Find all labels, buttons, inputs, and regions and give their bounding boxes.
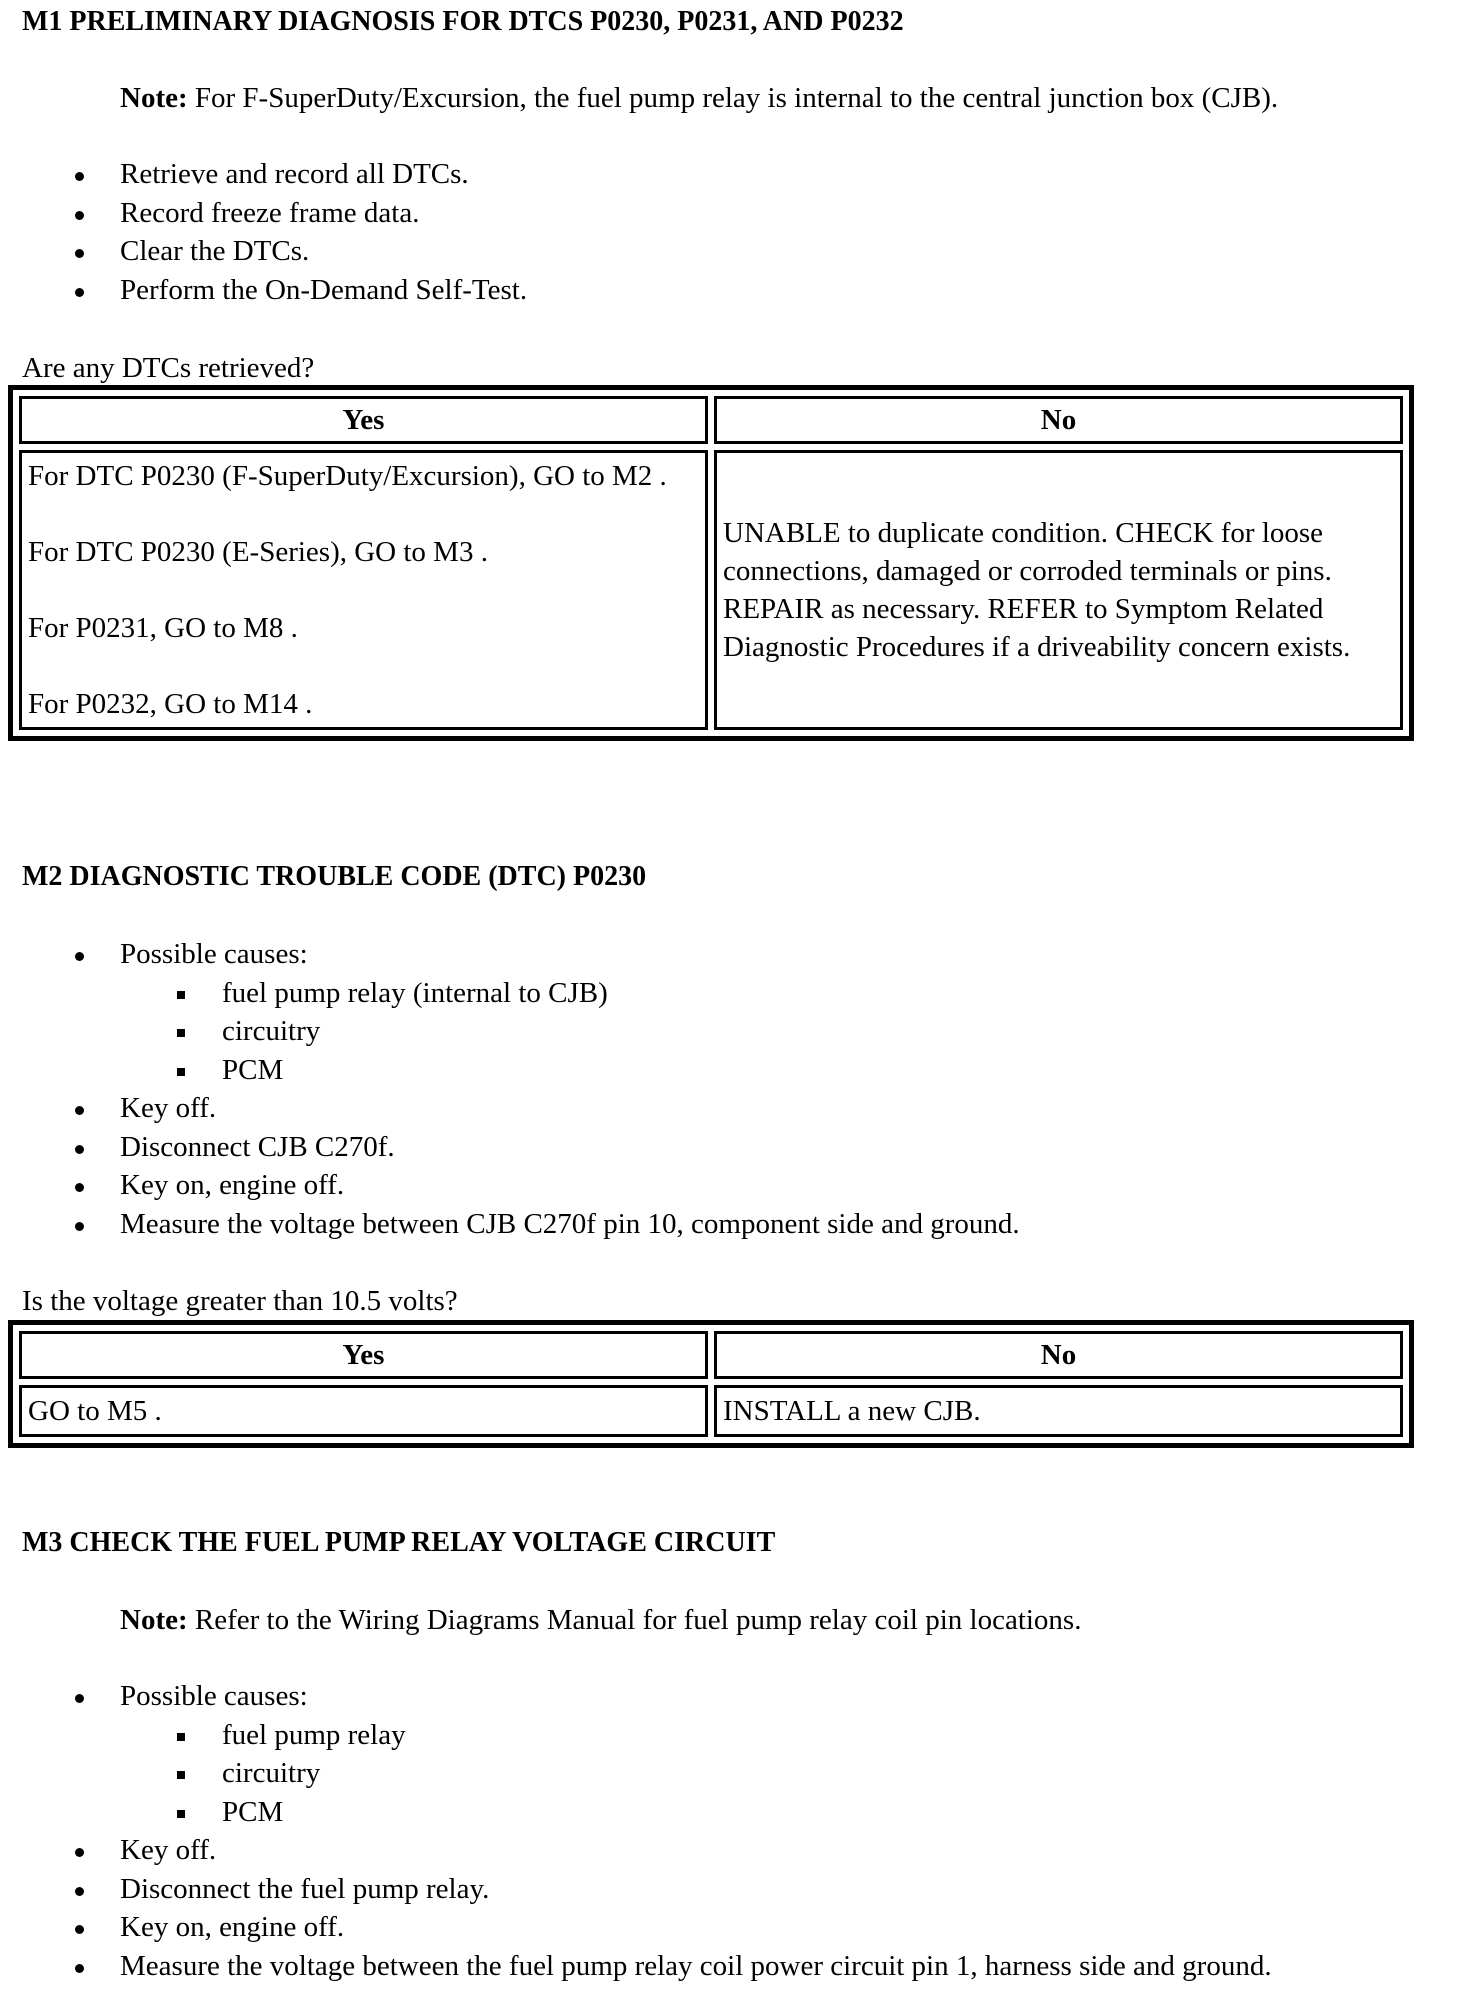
m3-sub-bullet-item: PCM	[0, 1793, 1272, 1832]
m1-yes-cell	[19, 450, 708, 730]
m3-heading: M3 CHECK THE FUEL PUMP RELAY VOLTAGE CIRCUIT	[22, 1527, 776, 1558]
m2-bullet-item: Key on, engine off.	[0, 1166, 1020, 1205]
m1-bullet-item: Record freeze frame data.	[0, 194, 527, 233]
m1-no-cell	[714, 450, 1403, 730]
m3-note	[120, 1602, 1081, 1638]
m1-yes-line: For DTC P0230 (E-Series), GO to M3 .	[28, 536, 488, 568]
m1-heading: M1 PRELIMINARY DIAGNOSIS FOR DTCS P0230, P0231, AND P0232	[22, 6, 904, 37]
m3-note-label: Note:	[120, 1604, 188, 1636]
m2-bullet-item: Measure the voltage between CJB C270f pin 10, component side and ground.	[0, 1205, 1020, 1244]
m1-yes-header: Yes	[19, 396, 708, 444]
m2-no-cell: INSTALL a new CJB.	[714, 1385, 1403, 1437]
m3-bullet-item: Key on, engine off.	[0, 1908, 1272, 1947]
m3-sub-bullet-item: circuitry	[0, 1754, 1272, 1793]
m1-no-header: No	[714, 396, 1403, 444]
m2-yes-cell: GO to M5 .	[19, 1385, 708, 1437]
m3-bullet-list	[0, 1677, 1272, 1985]
m2-bullet-item: Key off.	[0, 1089, 1020, 1128]
m1-yes-line: For P0232, GO to M14 .	[28, 688, 313, 720]
m2-bullet-list	[0, 935, 1020, 1243]
m1-bullet-item: Clear the DTCs.	[0, 232, 527, 271]
m2-no-header: No	[714, 1331, 1403, 1379]
m3-bullet-item: Measure the voltage between the fuel pump relay coil power circuit pin 1, harness side and ground.	[0, 1947, 1272, 1986]
m3-bullet-item: Disconnect the fuel pump relay.	[0, 1870, 1272, 1909]
m1-bullet-item: Retrieve and record all DTCs.	[0, 155, 527, 194]
m3-bullet-item: Possible causes:	[0, 1677, 1272, 1716]
m1-yes-line: For DTC P0230 (F-SuperDuty/Excursion), GO to M2 .	[28, 460, 667, 492]
m2-sub-bullet-item: fuel pump relay (internal to CJB)	[0, 974, 1020, 1013]
m3-sub-bullet-item: fuel pump relay	[0, 1716, 1272, 1755]
m1-no-text: UNABLE to duplicate condition. CHECK for loose connections, damaged or corroded terminals or pins. REPAIR as necessary. REFER to Symptom Related Diagnostic Procedures if a driveability concern exists.	[723, 517, 1351, 663]
m2-sub-bullet-item: PCM	[0, 1051, 1020, 1090]
m1-note-label: Note:	[120, 82, 188, 114]
m1-yes-no-table	[8, 385, 1414, 741]
m1-note-text: For F-SuperDuty/Excursion, the fuel pump relay is internal to the central junction box (CJB).	[187, 82, 1279, 114]
m1-note	[120, 80, 1278, 116]
m2-bullet-item: Disconnect CJB C270f.	[0, 1128, 1020, 1167]
m2-sub-bullet-item: circuitry	[0, 1012, 1020, 1051]
m3-note-text: Refer to the Wiring Diagrams Manual for fuel pump relay coil pin locations.	[187, 1604, 1082, 1636]
m1-question: Are any DTCs retrieved?	[22, 352, 315, 384]
m2-heading: M2 DIAGNOSTIC TROUBLE CODE (DTC) P0230	[22, 861, 647, 892]
m1-yes-line: For P0231, GO to M8 .	[28, 612, 298, 644]
m2-question: Is the voltage greater than 10.5 volts?	[22, 1285, 458, 1317]
m1-bullet-item: Perform the On-Demand Self-Test.	[0, 271, 527, 310]
m2-yes-header: Yes	[19, 1331, 708, 1379]
m3-bullet-item: Key off.	[0, 1831, 1272, 1870]
m2-yes-no-table	[8, 1320, 1414, 1448]
m2-bullet-item: Possible causes:	[0, 935, 1020, 974]
m1-bullet-list	[0, 155, 527, 309]
